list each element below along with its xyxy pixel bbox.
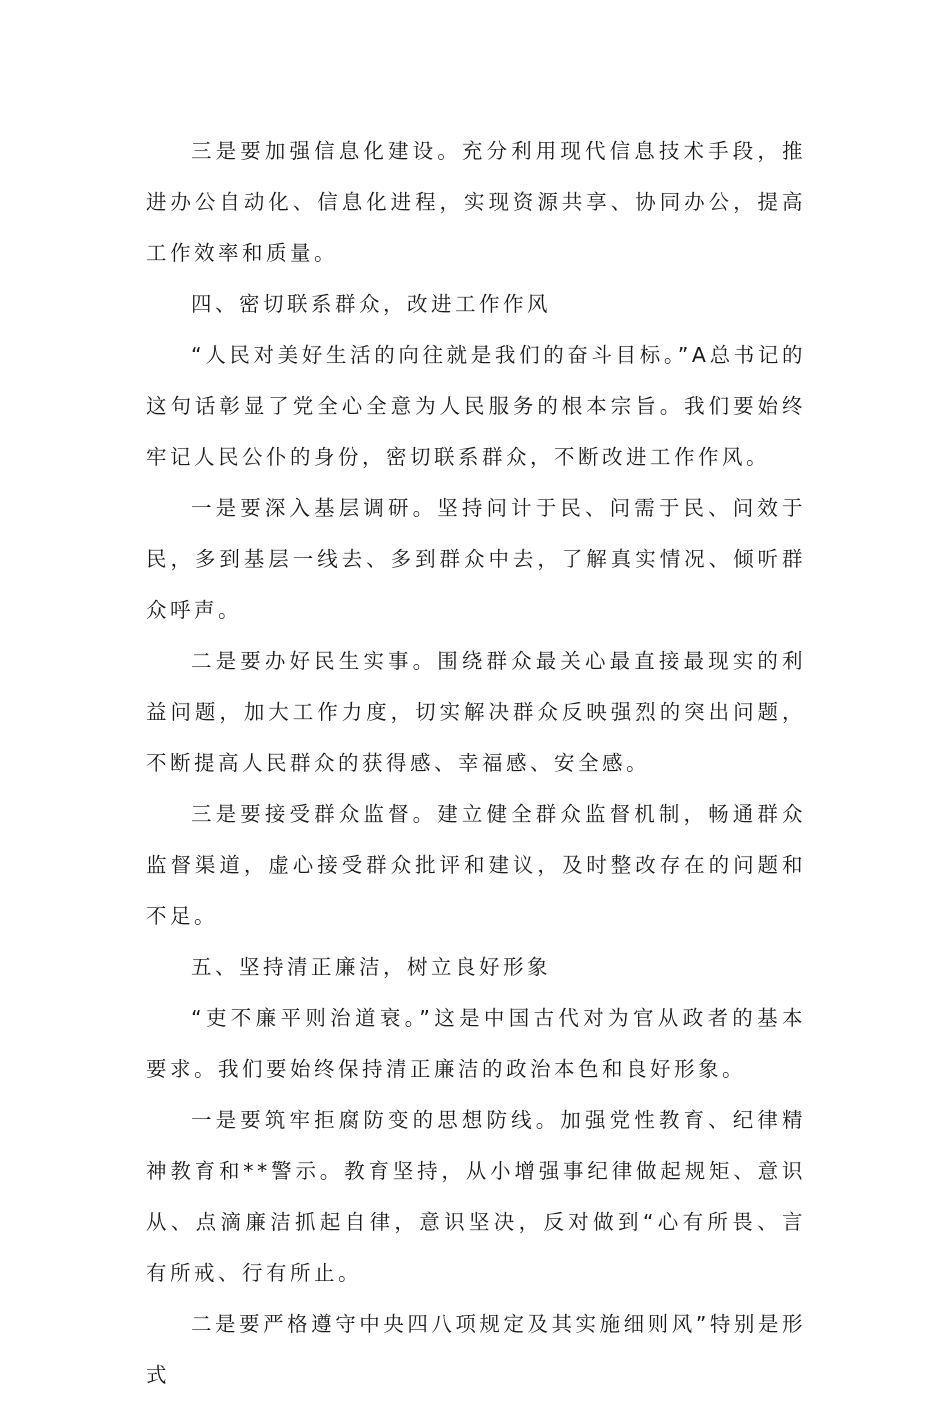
- section-heading-four: 四、密切联系群众，改进工作作风: [191, 292, 551, 316]
- paragraph-people-goal: “人民对美好生活的向往就是我们的奋斗目标。”A总书记的这句话彰显了党全心全意为人民服务的根本宗旨。我们要始终牢记人民公仆的身份，密切联系群众，不断改进工作作风。: [146, 343, 806, 469]
- paragraph-grassroots-research: 一是要深入基层调研。坚持问计于民、问需于民、问效于民，多到基层一线去、多到群众中去，了解真实情况、倾听群众呼声。: [146, 496, 806, 622]
- section-heading-five: 五、坚持清正廉洁，树立良好形象: [191, 955, 551, 979]
- paragraph-info-construction: 三是要加强信息化建设。充分利用现代信息技术手段，推进办公自动化、信息化进程，实现资源共享、协同办公，提高工作效率和质量。: [146, 139, 806, 265]
- paragraph-livelihood: 二是要办好民生实事。围绕群众最关心最直接最现实的利益问题，加大工作力度，切实解决群众反映强烈的突出问题，不断提高人民群众的获得感、幸福感、安全感。: [146, 649, 806, 775]
- paragraph-supervision: 三是要接受群众监督。建立健全群众监督机制，畅通群众监督渠道，虚心接受群众批评和建议，及时整改存在的问题和不足。: [146, 802, 806, 928]
- document-body: [146, 126, 806, 1401]
- paragraph-eight-rules: 二是要严格遵守中央四八项规定及其实施细则风”特别是形式: [146, 1312, 806, 1387]
- paragraph-integrity-quote: “吏不廉平则治道衰。”这是中国古代对为官从政者的基本要求。我们要始终保持清正廉洁的政治本色和良好形象。: [146, 1006, 806, 1081]
- paragraph-anti-corruption: 一是要筑牢拒腐防变的思想防线。加强党性教育、纪律精神教育和**警示。教育坚持，从小增强事纪律做起规矩、意识从、点滴廉洁抓起自律，意识坚决，反对做到“心有所畏、言有所戒、行有所止。: [146, 1108, 806, 1285]
